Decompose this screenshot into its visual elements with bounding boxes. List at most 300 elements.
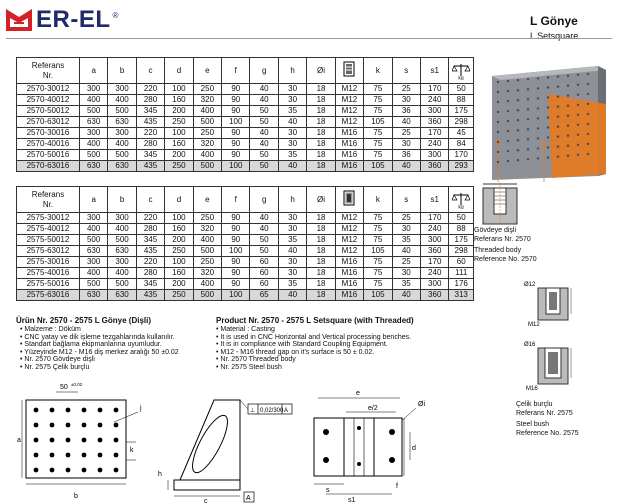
photo-hole [507, 160, 509, 162]
table-cell: 84 [449, 139, 474, 150]
table-cell: 400 [193, 106, 221, 117]
grid-hole [114, 468, 119, 473]
photo-hole [557, 75, 559, 77]
table-cell: M12 [335, 95, 363, 106]
col-header: h [278, 58, 306, 84]
photo-hole [547, 126, 549, 128]
table-cell-ref: 2570-30012 [17, 84, 80, 95]
table-cell: M12 [335, 213, 363, 224]
table-cell: 18 [307, 84, 335, 95]
photo-hole [497, 121, 499, 123]
table-cell: 75 [364, 257, 392, 268]
table-cell-ref: 2575-63012 [17, 246, 80, 257]
grid-hole [98, 438, 103, 443]
table-cell: 40 [250, 84, 278, 95]
table-cell: M12 [335, 246, 363, 257]
photo-hole [547, 106, 549, 108]
dim-e-label: e [356, 390, 360, 397]
header-divider [6, 38, 612, 39]
table-cell: 35 [278, 106, 306, 117]
table-cell: 400 [193, 279, 221, 290]
grid-hole [66, 453, 71, 458]
table-cell: 75 [364, 150, 392, 161]
table-cell: 500 [79, 106, 107, 117]
photo-hole [507, 90, 509, 92]
photo-hole [527, 118, 529, 120]
table-cell: 500 [108, 150, 136, 161]
table-cell: 30 [278, 224, 306, 235]
grid-hole [82, 408, 87, 413]
table-header-row [17, 187, 474, 213]
photo-hole [517, 159, 519, 161]
table-cell: 60 [250, 268, 278, 279]
table-row [17, 279, 474, 290]
dim-s1-label: s1 [348, 497, 356, 504]
list-item: • Nr. 2575 Çelik burçlu [20, 364, 216, 372]
table-cell: 105 [364, 117, 392, 128]
photo-hole [577, 114, 579, 116]
grid-hole [50, 423, 55, 428]
table-cell: 500 [193, 161, 221, 172]
table-cell: 40 [278, 117, 306, 128]
table-cell: 40 [250, 224, 278, 235]
steel-bush-label-en: Steel bush [516, 421, 550, 428]
table-cell: 200 [165, 279, 193, 290]
table-cell: 90 [222, 128, 250, 139]
photo-hole [587, 123, 589, 125]
table-cell: 18 [307, 213, 335, 224]
table-cell: 170 [421, 213, 449, 224]
pitch-tol-label: ±0.02 [71, 382, 83, 387]
table-cell: 280 [136, 95, 164, 106]
list-item: • Nr. 2575 Steel bush [216, 364, 466, 372]
table-cell: 280 [136, 224, 164, 235]
table-cell: 50 [250, 150, 278, 161]
photo-hole [567, 135, 569, 137]
table-cell: 18 [307, 139, 335, 150]
col-header-ref: Referans Nr. [17, 58, 80, 84]
table-cell: 500 [193, 246, 221, 257]
table-cell: 30 [278, 213, 306, 224]
list-item: • M12 - M16 thread gap on it's surface is 50 ± 0.02. [216, 349, 466, 357]
table-cell: 75 [364, 84, 392, 95]
table-cell: 40 [278, 161, 306, 172]
list-item: • Nr. 2570 Gövdeye dişli [20, 356, 216, 364]
photo-hole [587, 103, 589, 105]
table-cell: 300 [79, 84, 107, 95]
steel-bush-label-block [516, 400, 579, 438]
table-row [17, 128, 474, 139]
table-cell: 40 [392, 161, 420, 172]
photo-hole [497, 161, 499, 163]
photo-hole-grid [478, 64, 616, 182]
table-cell-ref: 2575-30016 [17, 257, 80, 268]
table-cell: 18 [307, 279, 335, 290]
table-cell: 360 [421, 246, 449, 257]
photo-hole [527, 138, 529, 140]
weight-scale-icon [449, 187, 474, 213]
table-cell: 250 [193, 128, 221, 139]
photo-hole [547, 156, 549, 158]
list-item: • Standart bağlama ekipmanlarına uyumludur. [20, 341, 216, 349]
table-cell: 18 [307, 150, 335, 161]
photo-hole [567, 155, 569, 157]
photo-hole [517, 79, 519, 81]
grid-hole [114, 453, 119, 458]
table-cell: 250 [165, 161, 193, 172]
photo-hole [507, 130, 509, 132]
table-cell: 435 [136, 161, 164, 172]
table-cell: 100 [165, 257, 193, 268]
table-cell: 40 [250, 128, 278, 139]
front-view-drawing [16, 380, 156, 504]
svg-text:kg: kg [458, 204, 464, 209]
col-header: a [79, 58, 107, 84]
photo-hole [577, 144, 579, 146]
table-cell: M12 [335, 117, 363, 128]
grid-hole [82, 438, 87, 443]
table-cell: 300 [421, 106, 449, 117]
col-header: s [392, 58, 420, 84]
table-cell: 50 [449, 84, 474, 95]
table-cell: 175 [449, 235, 474, 246]
table-cell: 75 [364, 139, 392, 150]
table-row [17, 84, 474, 95]
table-cell: 100 [222, 290, 250, 301]
table-cell-ref: 2575-50016 [17, 279, 80, 290]
table-cell: 50 [250, 106, 278, 117]
col-header: c [136, 58, 164, 84]
table-cell: 35 [392, 279, 420, 290]
photo-hole [527, 128, 529, 130]
table-cell: 90 [222, 84, 250, 95]
table-cell: 111 [449, 268, 474, 279]
photo-hole [587, 153, 589, 155]
table-cell: 280 [136, 139, 164, 150]
pitch-label: 50 [60, 384, 68, 391]
table-cell-ref: 2570-50012 [17, 106, 80, 117]
col-header: h [278, 187, 306, 213]
table-row [17, 161, 474, 172]
table-cell: 435 [136, 246, 164, 257]
table-cell: 18 [307, 117, 335, 128]
table-cell: 50 [250, 117, 278, 128]
grid-hole [114, 423, 119, 428]
table-cell: 500 [193, 117, 221, 128]
table-row [17, 139, 474, 150]
table-cell: 400 [79, 224, 107, 235]
photo-hole [547, 76, 549, 78]
table-cell: 360 [421, 117, 449, 128]
photo-hole [567, 145, 569, 147]
datum-a-label: A [284, 408, 289, 414]
photo-hole [497, 101, 499, 103]
photo-hole [537, 87, 539, 89]
table-cell: 100 [165, 84, 193, 95]
photo-hole [577, 124, 579, 126]
table-cell-ref: 2575-50012 [17, 235, 80, 246]
list-item: • Material : Casting [216, 326, 466, 334]
table-cell: 320 [193, 95, 221, 106]
svg-text:kg: kg [458, 75, 464, 80]
col-header-ref: Referans Nr. [17, 187, 80, 213]
table-cell: 90 [222, 150, 250, 161]
registered-mark: ® [112, 10, 119, 20]
photo-hole [497, 151, 499, 153]
table-cell: 60 [250, 257, 278, 268]
table-cell: M16 [335, 257, 363, 268]
threaded-body-label-tr: Gövdeye dişli [474, 227, 517, 234]
table-cell: 360 [421, 161, 449, 172]
table-cell: 25 [392, 257, 420, 268]
table-cell: 240 [421, 224, 449, 235]
table-cell: 345 [136, 150, 164, 161]
grid-hole [34, 408, 39, 413]
table-cell: 30 [392, 224, 420, 235]
spec-table-2575 [16, 186, 474, 301]
table-cell: 35 [278, 150, 306, 161]
grid-hole [82, 453, 87, 458]
dim-s-label: s [326, 487, 330, 494]
photo-hole [567, 125, 569, 127]
table-cell: 400 [108, 95, 136, 106]
table-cell: 500 [79, 150, 107, 161]
grid-hole [66, 408, 71, 413]
col-header: s1 [421, 58, 449, 84]
table-cell: 18 [307, 246, 335, 257]
table-cell: 400 [79, 268, 107, 279]
table-cell: 500 [79, 279, 107, 290]
table-cell: 25 [392, 84, 420, 95]
grid-hole [98, 408, 103, 413]
photo-hole [567, 85, 569, 87]
table-cell: 75 [364, 235, 392, 246]
table-cell: 40 [250, 213, 278, 224]
photo-hole [527, 98, 529, 100]
table-cell: 300 [79, 213, 107, 224]
col-header: s1 [421, 187, 449, 213]
svg-text:Ø16: Ø16 [524, 342, 536, 348]
photo-hole [497, 141, 499, 143]
table-cell: M16 [335, 161, 363, 172]
photo-hole [537, 97, 539, 99]
table-row [17, 150, 474, 161]
grid-hole [34, 468, 39, 473]
list-item: • Nr. 2570 Threaded body [216, 356, 466, 364]
steel-bush-ref-en: Reference No. 2575 [516, 430, 579, 437]
dim-a-label: a [17, 437, 21, 444]
col-header: d [165, 58, 193, 84]
table-cell: 65 [250, 290, 278, 301]
table-cell: 630 [79, 246, 107, 257]
bullets-tr-list [20, 326, 216, 372]
table-cell: 30 [278, 84, 306, 95]
brand-name: ER-EL [36, 6, 111, 33]
photo-hole [557, 105, 559, 107]
table-cell-ref: 2570-30016 [17, 128, 80, 139]
table-cell: 25 [392, 128, 420, 139]
table-cell: 30 [278, 95, 306, 106]
dim-h-label: h [158, 471, 162, 478]
table-cell: 30 [392, 139, 420, 150]
table-cell: 500 [108, 106, 136, 117]
table-cell: M16 [335, 139, 363, 150]
table-cell: 30 [392, 95, 420, 106]
col-header: Øi [307, 58, 335, 84]
table-cell: 630 [108, 246, 136, 257]
table-cell-ref: 2570-40012 [17, 95, 80, 106]
table-cell: 435 [136, 290, 164, 301]
table-cell: 360 [421, 290, 449, 301]
table-cell: 60 [250, 279, 278, 290]
table-cell: 345 [136, 279, 164, 290]
grid-hole [66, 438, 71, 443]
table-cell: 500 [108, 235, 136, 246]
table-cell: 40 [392, 117, 420, 128]
table-cell: M16 [335, 128, 363, 139]
table-cell: 170 [449, 150, 474, 161]
dim-d-label: d [412, 445, 416, 452]
threaded-body-ref-en: Reference No. 2570 [474, 256, 537, 263]
table-cell: 220 [136, 128, 164, 139]
photo-hole [587, 83, 589, 85]
table-cell: 500 [79, 235, 107, 246]
table-cell: 18 [307, 106, 335, 117]
grid-hole [50, 438, 55, 443]
datum-a-box-label: A [246, 495, 251, 502]
col-header-thread-icon [335, 58, 363, 84]
dim-c-label: c [204, 498, 208, 504]
table-cell: 220 [136, 213, 164, 224]
table-cell: 298 [449, 246, 474, 257]
table-cell: 25 [392, 213, 420, 224]
top-view-drawing [300, 384, 440, 504]
grid-hole [98, 468, 103, 473]
photo-hole [507, 110, 509, 112]
table-cell: M12 [335, 224, 363, 235]
dim-f-label: f [396, 483, 398, 490]
table-cell: 45 [449, 128, 474, 139]
table-cell: 90 [222, 279, 250, 290]
col-header: Øi [307, 187, 335, 213]
table-cell: 88 [449, 224, 474, 235]
table-cell: 300 [421, 150, 449, 161]
table-cell: 30 [278, 268, 306, 279]
svg-text:Ø12: Ø12 [524, 282, 536, 288]
table-cell: 18 [307, 257, 335, 268]
photo-hole [537, 77, 539, 79]
page-title: L Gönye [530, 14, 578, 28]
table-cell: 160 [165, 95, 193, 106]
weight-scale-icon [449, 58, 474, 84]
table-row [17, 268, 474, 279]
photo-hole [557, 85, 559, 87]
col-header: e [193, 187, 221, 213]
photo-hole [557, 155, 559, 157]
table-cell: 250 [165, 246, 193, 257]
table-cell: 630 [108, 117, 136, 128]
table-row [17, 224, 474, 235]
table-cell: 345 [136, 106, 164, 117]
table-cell: 88 [449, 95, 474, 106]
table-cell: 300 [79, 128, 107, 139]
table-cell: 75 [364, 128, 392, 139]
list-item: • Yüzeyinde M12 - M16 diş merkez aralığı 50 ±0.02 [20, 349, 216, 357]
photo-hole [567, 75, 569, 77]
photo-hole [577, 104, 579, 106]
col-header: b [108, 58, 136, 84]
col-header: e [193, 58, 221, 84]
table-cell: 40 [392, 246, 420, 257]
table-cell: 300 [421, 279, 449, 290]
table-cell: 400 [79, 139, 107, 150]
table-cell: 300 [108, 213, 136, 224]
table-cell: 90 [222, 235, 250, 246]
photo-hole [537, 127, 539, 129]
table-cell: 100 [165, 213, 193, 224]
svg-text:⊥: ⊥ [250, 408, 256, 414]
table-cell: 320 [193, 224, 221, 235]
photo-hole [517, 129, 519, 131]
table-cell: M12 [335, 106, 363, 117]
table-cell: 160 [165, 268, 193, 279]
photo-hole [527, 78, 529, 80]
table-cell: 18 [307, 95, 335, 106]
table-cell: 220 [136, 84, 164, 95]
table-cell: 90 [222, 224, 250, 235]
bullets-tr-title: Ürün Nr. 2570 - 2575 L Gönye (Dişli) [16, 316, 152, 325]
steel-bush-m12-detail [522, 278, 580, 330]
table-cell-ref: 2570-40016 [17, 139, 80, 150]
table-cell: 630 [79, 290, 107, 301]
photo-hole [527, 158, 529, 160]
dim-oi-label: Øi [418, 401, 425, 408]
table-cell: 35 [392, 235, 420, 246]
photo-hole [497, 111, 499, 113]
table-cell: 170 [421, 84, 449, 95]
photo-hole [557, 115, 559, 117]
table-cell: 250 [193, 257, 221, 268]
photo-hole [587, 143, 589, 145]
table-cell-ref: 2575-40012 [17, 224, 80, 235]
table-cell: 630 [108, 161, 136, 172]
table-row [17, 95, 474, 106]
table-cell: 18 [307, 224, 335, 235]
table-cell: 75 [364, 279, 392, 290]
table-cell: 18 [307, 290, 335, 301]
table-cell: 320 [193, 139, 221, 150]
photo-hole [577, 134, 579, 136]
table-cell: 100 [222, 117, 250, 128]
table-cell: 320 [193, 268, 221, 279]
grid-hole [34, 438, 39, 443]
table-cell: 105 [364, 290, 392, 301]
table-cell: 400 [108, 268, 136, 279]
table-cell: 35 [278, 235, 306, 246]
table-cell: 630 [108, 290, 136, 301]
bullets-en-title: Product Nr. 2570 - 2575 L Setsquare (with Threaded) [216, 316, 414, 325]
photo-hole [507, 120, 509, 122]
grid-hole [98, 423, 103, 428]
table-cell-ref: 2575-30012 [17, 213, 80, 224]
table-cell-ref: 2575-63016 [17, 290, 80, 301]
table-cell: 400 [193, 150, 221, 161]
table-row [17, 213, 474, 224]
col-header: g [250, 58, 278, 84]
photo-hole [517, 149, 519, 151]
table-cell: 200 [165, 106, 193, 117]
col-header: s [392, 187, 420, 213]
